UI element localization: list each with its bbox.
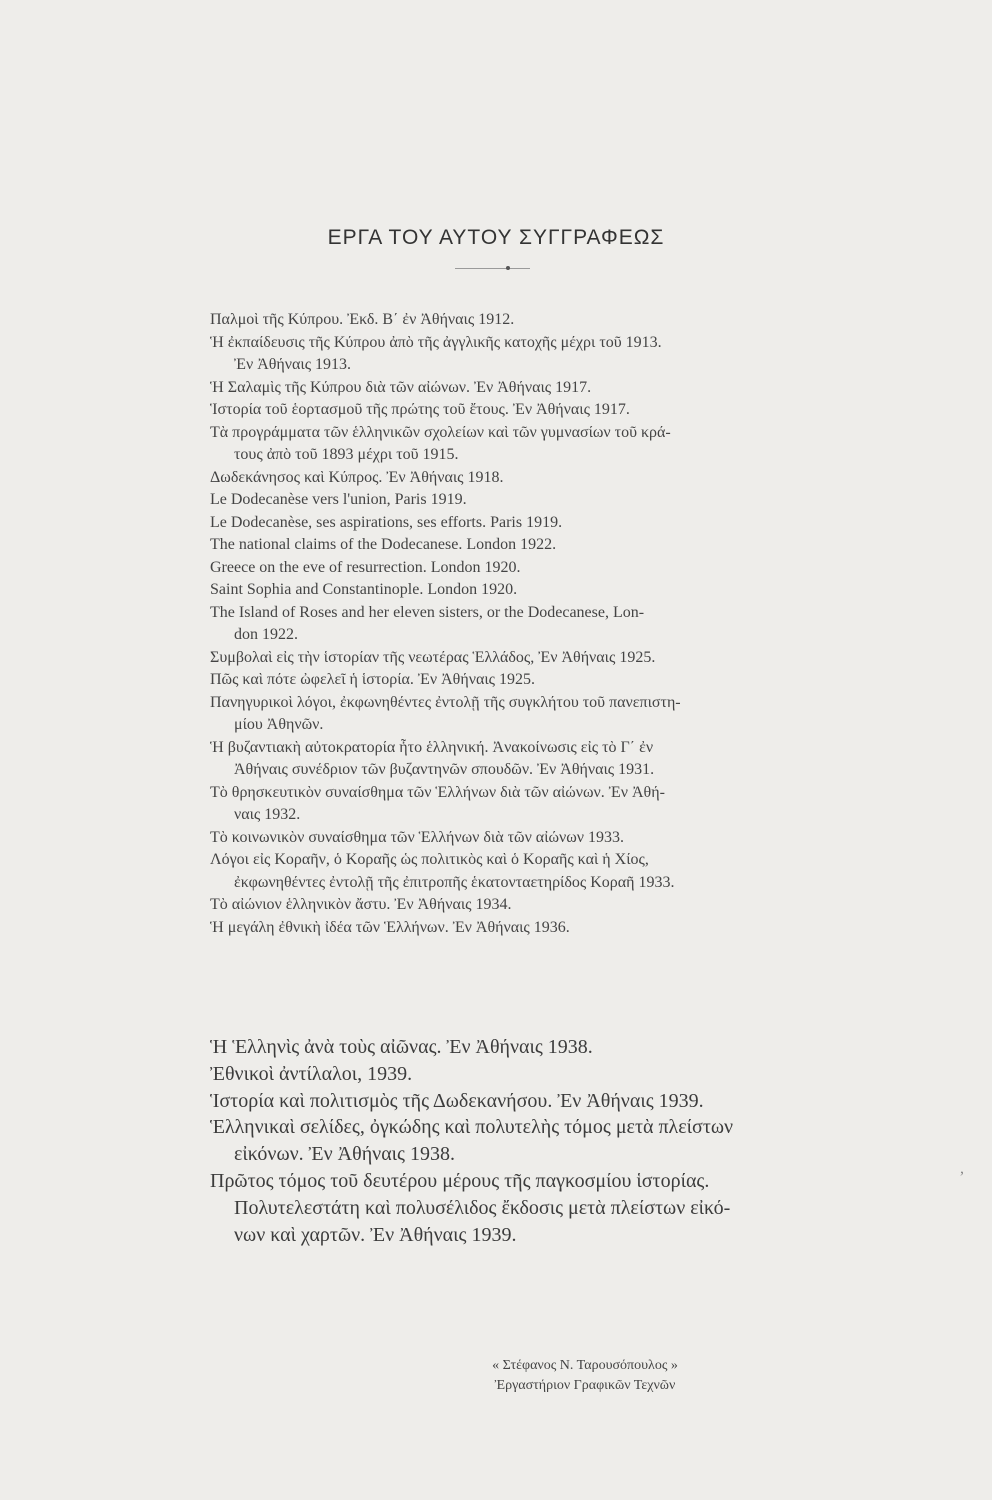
- work-line: The national claims of the Dodecanese. London 1922.: [210, 536, 557, 553]
- work-line: Συμβολαὶ εἰς τὴν ἱστορίαν τῆς νεωτέρας Ἑλλάδος, Ἐν Ἀθήναις 1925.: [210, 648, 656, 666]
- work-line: Ἑλληνικαὶ σελίδες, ὀγκώδης καὶ πολυτελὴς τόμος μετὰ πλείστων: [210, 1116, 734, 1139]
- work-line: Τὸ θρησκευτικὸν συναίσθημα τῶν Ἑλλήνων διὰ τῶν αἰώνων. Ἐν Ἀθή-: [210, 783, 665, 801]
- colophon: [0, 1356, 992, 1396]
- margin-mark: ,: [960, 1160, 964, 1177]
- work-line: Ἡ μεγάλη ἐθνικὴ ἰδέα τῶν Ἑλλήνων. Ἐν Ἀθήναις 1936.: [210, 918, 570, 936]
- work-line: Πρῶτος τόμος τοῦ δευτέρου μέρους τῆς παγκοσμίου ἱστορίας.: [210, 1169, 710, 1192]
- work-line: Ἱστορία τοῦ ἑορτασμοῦ τῆς πρώτης τοῦ ἔτους. Ἐν Ἀθήναις 1917.: [210, 401, 630, 418]
- work-line-continued: τους ἀπὸ τοῦ 1893 μέχρι τοῦ 1915.: [234, 446, 459, 463]
- work-line: Δωδεκάνησος καὶ Κύπρος. Ἐν Ἀθήναις 1918.: [210, 468, 504, 486]
- work-entry: [210, 489, 850, 512]
- work-line-continued: Ἐν Ἀθήναις 1913.: [234, 356, 352, 373]
- page-title: ΕΡΓΑ ΤΟΥ ΑΥΤΟΥ ΣΥΓΓΡΑΦΕΩΣ: [327, 226, 665, 249]
- work-line-continued: μίου Ἀθηνῶν.: [234, 716, 324, 733]
- works-list: [210, 309, 850, 939]
- work-entry: [210, 557, 850, 580]
- work-entry: [210, 512, 850, 535]
- work-line-continued: Ἀθήναις συνέδριον τῶν βυζαντηνῶν σπουδῶν. Ἐν Ἀθήναις 1931.: [234, 761, 655, 778]
- work-line-continued: Πολυτελεστάτη καὶ πολυσέλιδος ἔκδοσις μετὰ πλείστων εἰκό-: [234, 1196, 731, 1219]
- work-line: Ἡ βυζαντιακὴ αὐτοκρατορία ἦτο ἑλληνική. Ἀνακοίνωσις εἰς τὸ Γ΄ ἐν: [210, 738, 654, 756]
- work-entry: [210, 917, 850, 940]
- work-line: Ἡ Σαλαμὶς τῆς Κύπρου διὰ τῶν αἰώνων. Ἐν Ἀθήναις 1917.: [210, 378, 592, 396]
- work-entry: [210, 602, 850, 647]
- work-line: Τὸ κοινωνικὸν συναίσθημα τῶν Ἑλλήνων διὰ τῶν αἰώνων 1933.: [210, 828, 625, 846]
- work-line: Ἱστορία καὶ πολιτισμὸς τῆς Δωδεκανήσου. Ἐν Ἀθήναις 1939.: [210, 1089, 704, 1112]
- printer-workshop: Ἐργαστήριον Γραφικῶν Τεχνῶν: [494, 1378, 676, 1393]
- work-entry: [210, 669, 850, 692]
- work-entry: [210, 1088, 850, 1115]
- work-entry: [210, 1168, 850, 1248]
- work-entry: [210, 827, 850, 850]
- work-line: Τὰ προγράμματα τῶν ἑλληνικῶν σχολείων καὶ τῶν γυμνασίων τοῦ κρά-: [210, 423, 671, 441]
- work-entry: [210, 692, 850, 737]
- work-line: Ἡ ἐκπαίδευσις τῆς Κύπρου ἀπὸ τῆς ἀγγλικῆς κατοχῆς μέχρι τοῦ 1913.: [210, 333, 662, 351]
- work-line: Λόγοι εἰς Κοραῆν, ὁ Κοραῆς ὡς πολιτικὸς καὶ ὁ Κοραῆς καὶ ἡ Χίος,: [210, 851, 649, 868]
- work-entry: [210, 782, 850, 827]
- work-line: Πῶς καὶ πότε ὠφελεῖ ἡ ἱστορία. Ἐν Ἀθήναις 1925.: [210, 671, 535, 688]
- work-line: Ἡ Ἑλληνὶς ἀνὰ τοὺς αἰῶνας. Ἐν Ἀθήναις 1938.: [210, 1036, 593, 1058]
- work-entry: [210, 894, 850, 917]
- work-line-continued: ναις 1932.: [234, 806, 301, 823]
- work-line: Le Dodecanèse, ses aspirations, ses efforts. Paris 1919.: [210, 513, 563, 531]
- work-entry: [210, 399, 850, 422]
- printer-name: « Στέφανος Ν. Ταρουσόπουλος »: [492, 1358, 678, 1373]
- work-entry: [210, 849, 850, 894]
- work-line-continued: νων καὶ χαρτῶν. Ἐν Ἀθήναις 1939.: [234, 1223, 517, 1246]
- works-list-large: [210, 1034, 850, 1248]
- work-line-continued: don 1922.: [234, 626, 298, 643]
- work-line: Ἐθνικοὶ ἀντίλαλοι, 1939.: [210, 1062, 413, 1085]
- work-entry: [210, 647, 850, 670]
- work-line: Παλμοὶ τῆς Κύπρου. Ἐκδ. Β΄ ἐν Ἀθήναις 1912.: [210, 311, 515, 328]
- rule-ornament: [506, 266, 510, 270]
- work-line: Τὸ αἰώνιον ἑλληνικὸν ἄστυ. Ἐν Ἀθήναις 1934.: [210, 896, 512, 913]
- work-entry: [210, 377, 850, 400]
- work-entry: [210, 422, 850, 467]
- work-line: The Island of Roses and her eleven sisters, or the Dodecanese, Lon-: [210, 603, 645, 621]
- work-entry: [210, 534, 850, 557]
- work-entry: [210, 309, 850, 332]
- work-entry: [210, 1114, 850, 1168]
- work-line-continued: ἐκφωνηθέντες ἐντολῇ τῆς ἐπιτροπῆς ἑκατονταετηρίδος Κοραῆ 1933.: [234, 873, 675, 891]
- work-entry: [210, 1061, 850, 1088]
- title-rule: [455, 268, 530, 269]
- work-entry: [210, 1034, 850, 1061]
- work-entry: [210, 467, 850, 490]
- work-line: Πανηγυρικοὶ λόγοι, ἐκφωνηθέντες ἐντολῇ τῆς συγκλήτου τοῦ πανεπιστη-: [210, 693, 681, 711]
- work-line: Le Dodecanèse vers l'union, Paris 1919.: [210, 491, 467, 508]
- work-entry: [210, 737, 850, 782]
- work-entry: [210, 579, 850, 602]
- work-entry: [210, 332, 850, 377]
- work-line: Greece on the eve of resurrection. London 1920.: [210, 558, 521, 576]
- work-line: Saint Sophia and Constantinople. London 1920.: [210, 581, 518, 598]
- work-line-continued: εἰκόνων. Ἐν Ἀθήναις 1938.: [234, 1143, 455, 1166]
